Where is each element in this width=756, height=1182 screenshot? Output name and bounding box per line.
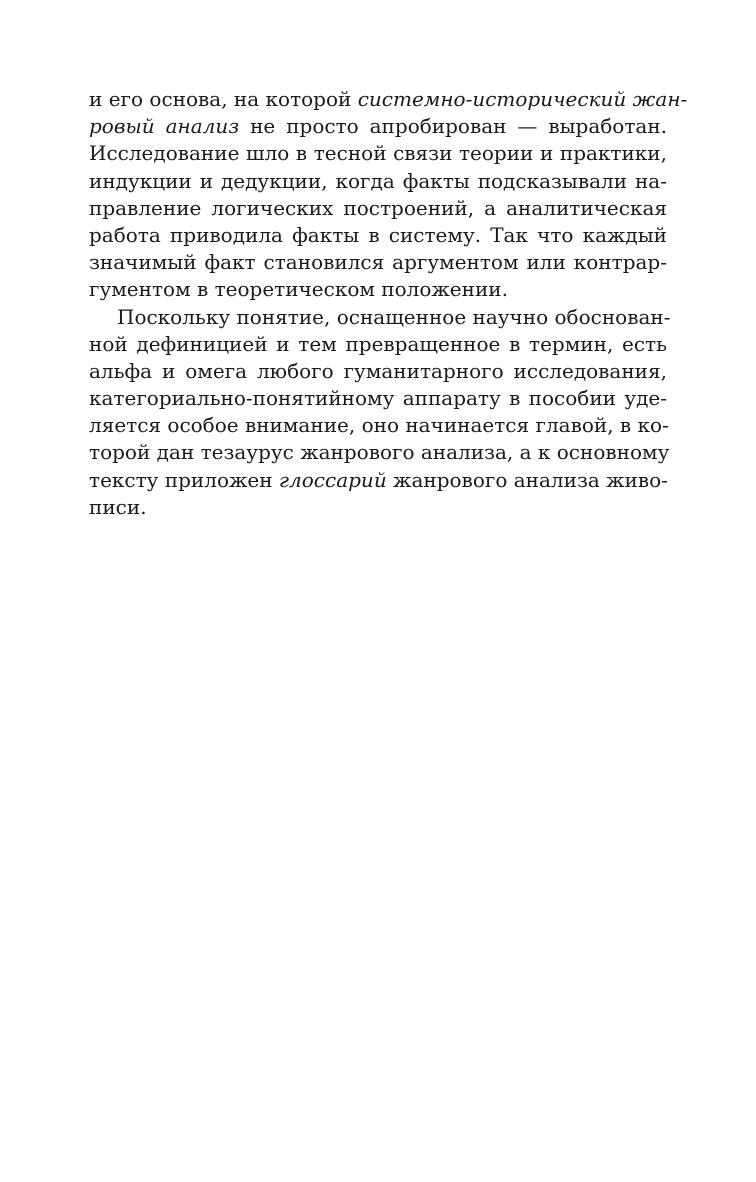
text-segment: правление логических построений, а аналитическая (89, 195, 667, 220)
text-segment: гументом в теоретическом положении. (89, 277, 508, 302)
text-line (89, 113, 667, 140)
text-line (89, 385, 667, 412)
text-line (89, 276, 667, 303)
text-segment: тексту приложен (89, 467, 279, 492)
text-segment: писи. (89, 494, 147, 519)
text-segment: Поскольку понятие, оснащенное научно обоснован- (117, 304, 671, 329)
text-segment: и его основа, на которой (89, 87, 358, 111)
italic-term: системно-исторический жан- (357, 87, 688, 111)
text-line (89, 331, 667, 358)
text-segment: Исследование шло в тесной связи теории и практики, (89, 141, 667, 166)
text-line (89, 439, 670, 466)
text-line (89, 249, 667, 276)
text-segment: не просто апробирован — выработан. (239, 114, 668, 139)
paragraph-1 (89, 86, 688, 304)
text-line (89, 467, 667, 494)
text-segment: индукции и дедукции, когда факты подсказывали на- (89, 168, 667, 193)
text-line (89, 222, 667, 249)
paragraph-2 (89, 304, 671, 522)
text-line (89, 195, 667, 222)
text-line (89, 304, 671, 331)
text-line (89, 494, 667, 521)
body-text (89, 86, 688, 521)
text-segment: категориально-понятийному аппарату в пособии уде- (89, 386, 667, 411)
text-line (89, 140, 667, 167)
text-line (89, 412, 667, 439)
text-line (89, 168, 667, 195)
text-segment: значимый факт становился аргументом или контрар- (89, 250, 667, 275)
text-segment: ляется особое внимание, оно начинается главой, в ко- (89, 413, 669, 438)
text-segment: торой дан тезаурус жанрового анализа, а к основному (89, 440, 670, 465)
text-segment: жанрового анализа живо- (386, 467, 668, 492)
italic-term: ровый анализ (89, 114, 240, 139)
text-segment: ной дефиницией и тем превращенное в термин, есть (89, 331, 667, 356)
text-line (89, 86, 688, 113)
italic-term: глоссарий (278, 467, 387, 492)
text-segment: альфа и омега любого гуманитарного исследования, (89, 358, 667, 383)
text-line (89, 358, 667, 385)
text-segment: работа приводила факты в систему. Так что каждый (89, 222, 667, 247)
